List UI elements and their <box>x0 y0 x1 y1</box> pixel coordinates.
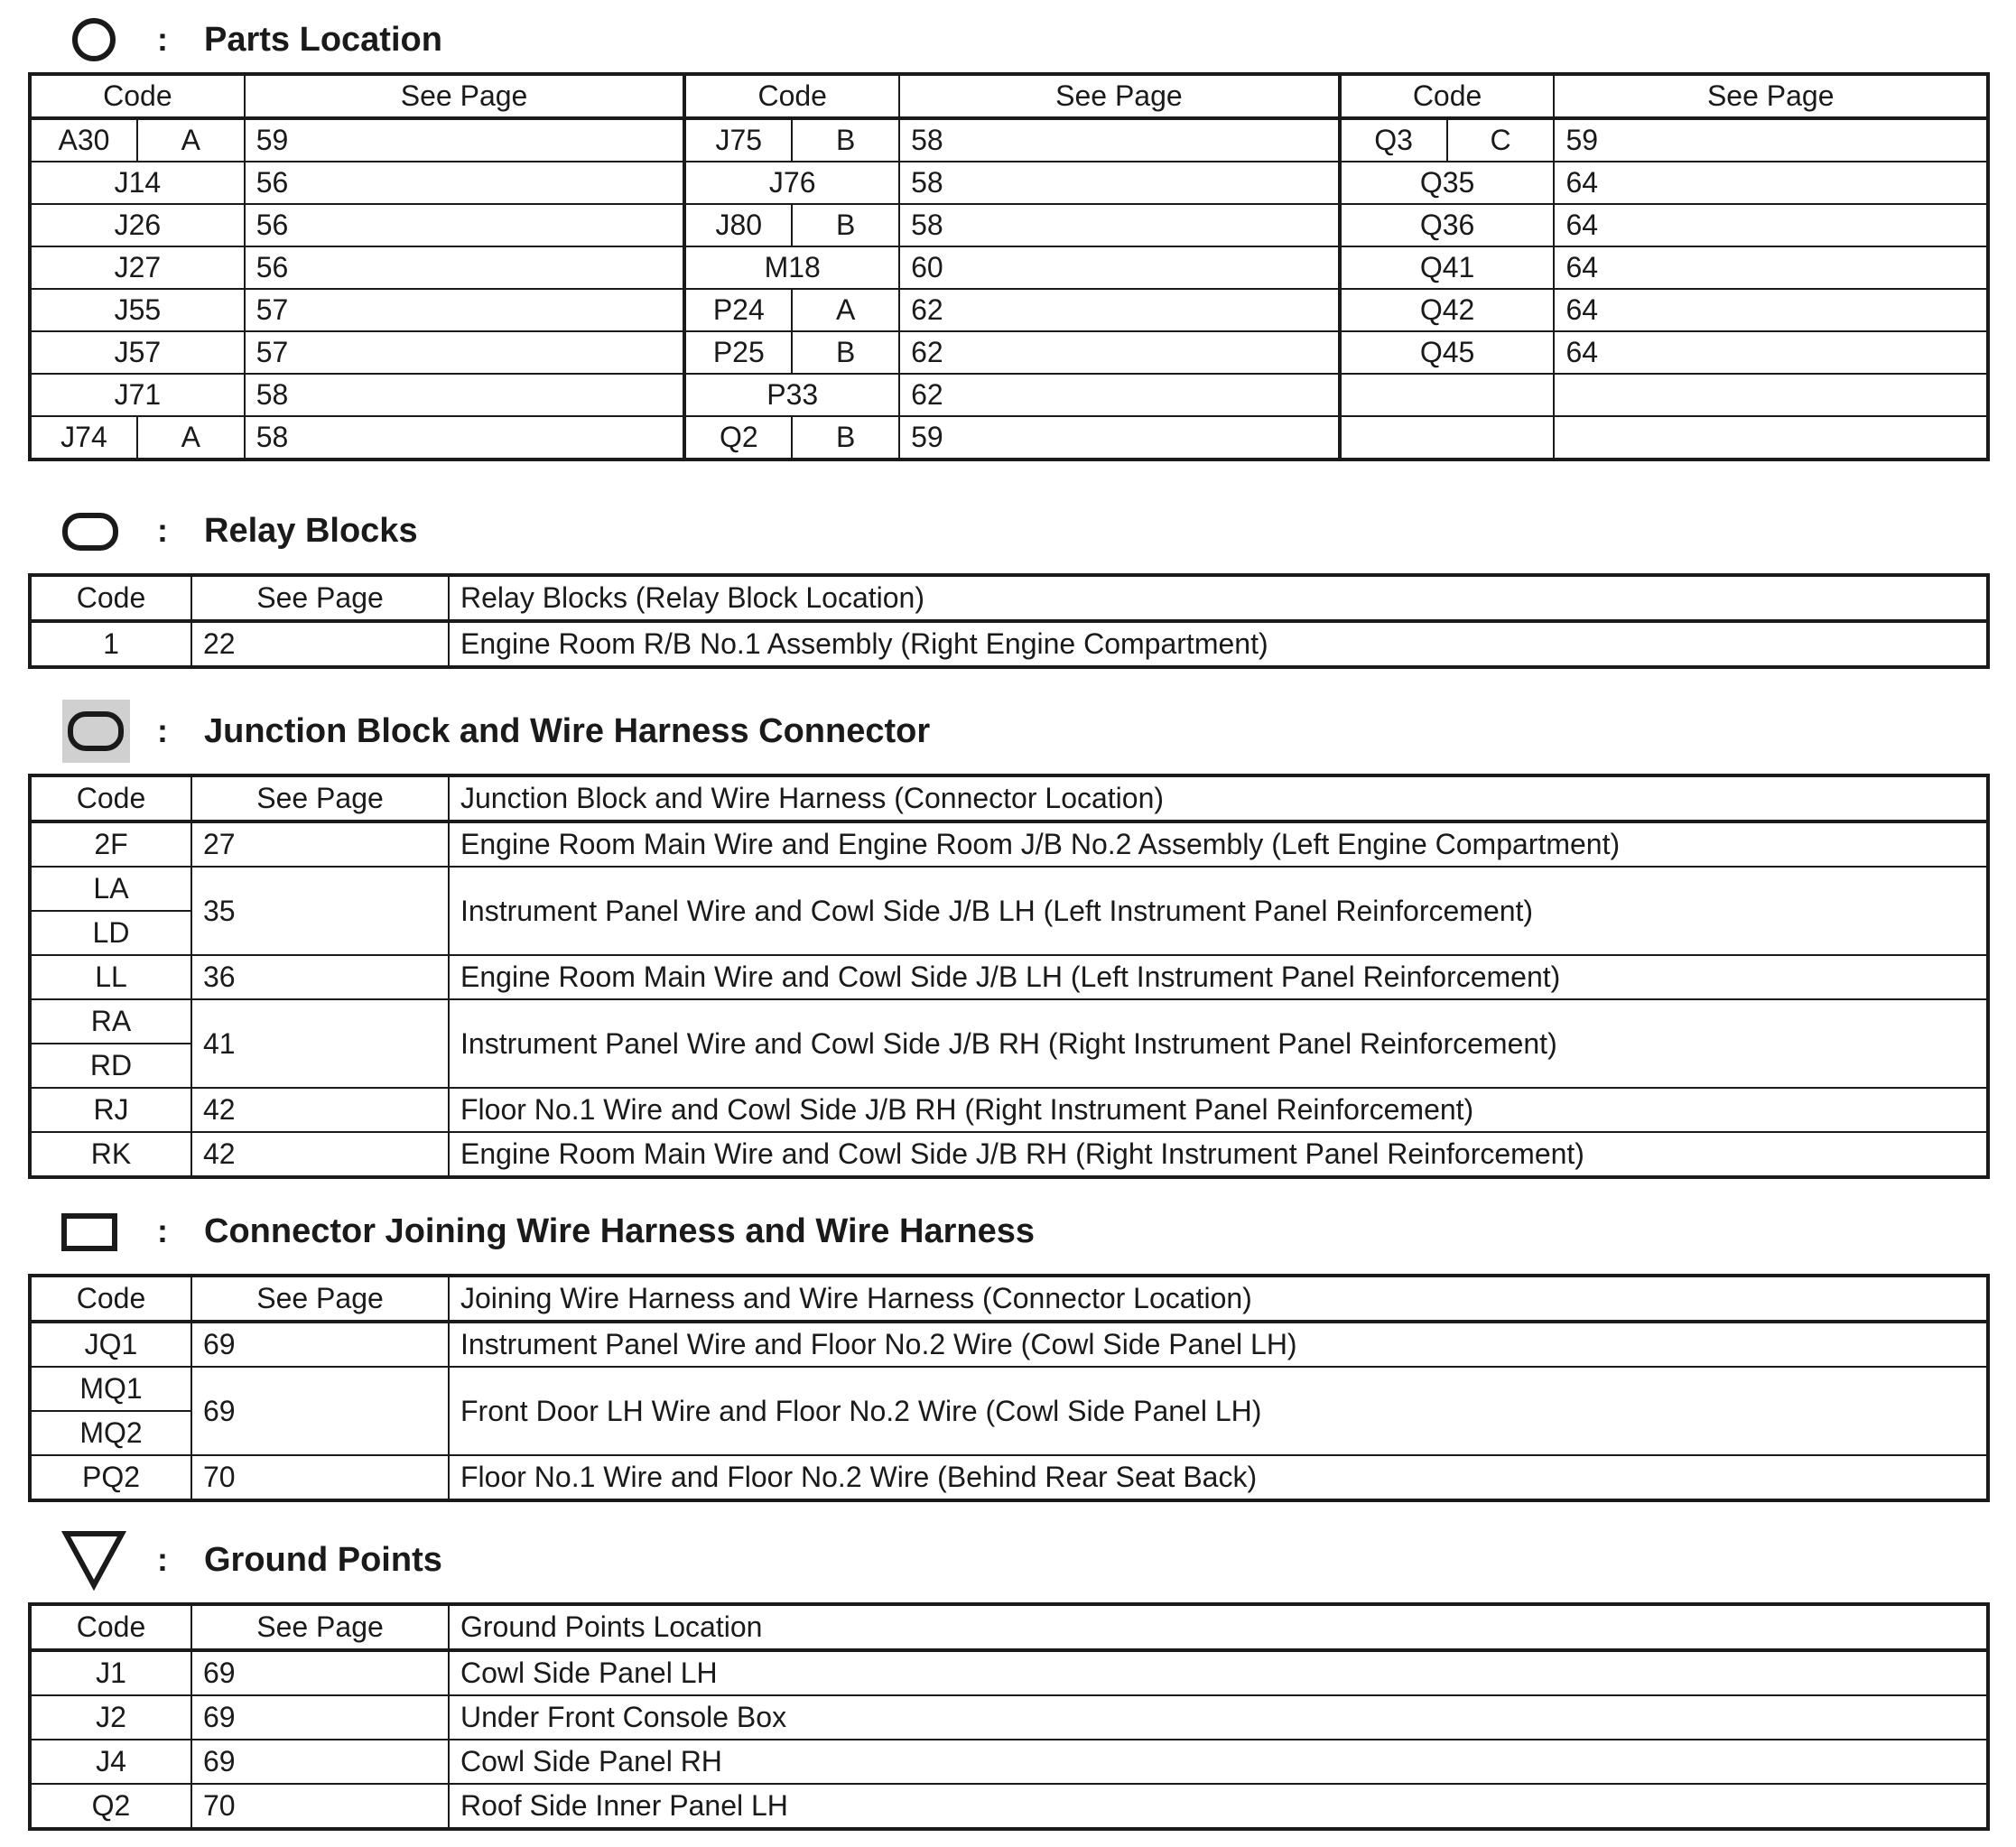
description-header: Ground Points Location <box>449 1604 1988 1650</box>
code-cell: LD <box>30 911 191 955</box>
section-colon: : <box>157 1212 168 1249</box>
part-see-page: 56 <box>245 204 685 246</box>
section-colon: : <box>157 1541 168 1578</box>
code-cell: LA <box>30 867 191 911</box>
part-code <box>1340 416 1555 459</box>
see-page-header: See Page <box>245 74 685 118</box>
ground-points-heading <box>58 1524 442 1596</box>
parts-location-table <box>28 72 1990 461</box>
see-page-header: See Page <box>191 1276 449 1322</box>
table-header-row <box>30 1276 1988 1322</box>
part-see-page: 56 <box>245 162 685 204</box>
part-code: J14 <box>30 162 245 204</box>
section-title: Connector Joining Wire Harness and Wire Harness <box>204 1211 1035 1250</box>
part-see-page <box>1554 416 1988 459</box>
description-cell: Engine Room Main Wire and Cowl Side J/B LH (Left Instrument Panel Reinforcement) <box>449 955 1988 999</box>
part-sub-code: B <box>792 331 899 374</box>
relay-blocks-heading <box>58 495 418 567</box>
part-sub-code: B <box>792 416 899 459</box>
see-page-cell: 36 <box>191 955 449 999</box>
junction-block-table <box>28 774 1990 1179</box>
code-cell: J1 <box>30 1650 191 1695</box>
part-code: Q36 <box>1340 204 1555 246</box>
part-code <box>1340 374 1555 416</box>
see-page-header: See Page <box>191 575 449 621</box>
ground-points-table <box>28 1602 1990 1831</box>
code-header: Code <box>684 74 899 118</box>
code-header: Code <box>30 1276 191 1322</box>
see-page-cell: 69 <box>191 1650 449 1695</box>
part-see-page: 57 <box>245 289 685 331</box>
table-header-row <box>30 775 1988 821</box>
table-row <box>30 621 1988 667</box>
part-see-page: 62 <box>899 289 1340 331</box>
description-cell: Under Front Console Box <box>449 1695 1988 1740</box>
part-see-page: 56 <box>245 246 685 289</box>
table-row <box>30 1740 1988 1784</box>
connector-table <box>28 1274 1990 1502</box>
code-cell: 1 <box>30 621 191 667</box>
see-page-cell: 42 <box>191 1088 449 1132</box>
description-cell: Floor No.1 Wire and Floor No.2 Wire (Behind Rear Seat Back) <box>449 1455 1988 1500</box>
part-see-page: 59 <box>899 416 1340 459</box>
code-cell: MQ1 <box>30 1367 191 1411</box>
part-see-page: 58 <box>899 118 1340 162</box>
see-page-cell: 70 <box>191 1784 449 1829</box>
part-code: Q2 <box>684 416 792 459</box>
code-cell: LL <box>30 955 191 999</box>
part-sub-code: B <box>792 204 899 246</box>
description-header: Relay Blocks (Relay Block Location) <box>449 575 1988 621</box>
table-row <box>30 955 1988 999</box>
code-cell: 2F <box>30 821 191 867</box>
part-code: A30 <box>30 118 137 162</box>
part-sub-code: A <box>137 416 245 459</box>
description-cell: Floor No.1 Wire and Cowl Side J/B RH (Right Instrument Panel Reinforcement) <box>449 1088 1988 1132</box>
see-page-cell: 69 <box>191 1695 449 1740</box>
section-title: Relay Blocks <box>204 511 418 550</box>
part-code: J27 <box>30 246 245 289</box>
table-row <box>30 246 1988 289</box>
code-cell: J4 <box>30 1740 191 1784</box>
part-code: J74 <box>30 416 137 459</box>
see-page-cell: 42 <box>191 1132 449 1177</box>
part-see-page: 59 <box>245 118 685 162</box>
part-see-page: 64 <box>1554 246 1988 289</box>
part-see-page: 58 <box>899 204 1340 246</box>
code-header: Code <box>30 575 191 621</box>
see-page-cell: 27 <box>191 821 449 867</box>
part-see-page: 62 <box>899 374 1340 416</box>
table-row <box>30 1695 1988 1740</box>
part-see-page: 64 <box>1554 289 1988 331</box>
part-see-page: 57 <box>245 331 685 374</box>
description-cell: Engine Room Main Wire and Cowl Side J/B RH (Right Instrument Panel Reinforcement) <box>449 1132 1988 1177</box>
part-sub-code: A <box>137 118 245 162</box>
code-cell: RA <box>30 999 191 1044</box>
part-code: M18 <box>684 246 899 289</box>
table-row <box>30 999 1988 1044</box>
table-row <box>30 1784 1988 1829</box>
see-page-header: See Page <box>191 1604 449 1650</box>
description-cell: Instrument Panel Wire and Floor No.2 Wire (Cowl Side Panel LH) <box>449 1322 1988 1367</box>
table-row <box>30 821 1988 867</box>
description-cell: Engine Room R/B No.1 Assembly (Right Engine Compartment) <box>449 621 1988 667</box>
description-header: Junction Block and Wire Harness (Connector Location) <box>449 775 1988 821</box>
code-cell: MQ2 <box>30 1411 191 1455</box>
part-code: J55 <box>30 289 245 331</box>
description-cell: Instrument Panel Wire and Cowl Side J/B RH (Right Instrument Panel Reinforcement) <box>449 999 1988 1088</box>
code-cell: Q2 <box>30 1784 191 1829</box>
part-code: Q45 <box>1340 331 1555 374</box>
junction-block-heading <box>58 695 930 767</box>
description-cell: Front Door LH Wire and Floor No.2 Wire (Cowl Side Panel LH) <box>449 1367 1988 1455</box>
description-cell: Instrument Panel Wire and Cowl Side J/B LH (Left Instrument Panel Reinforcement) <box>449 867 1988 955</box>
part-code: Q41 <box>1340 246 1555 289</box>
table-header-row <box>30 1604 1988 1650</box>
rectangle-icon <box>58 1195 130 1267</box>
part-code: J57 <box>30 331 245 374</box>
description-cell: Cowl Side Panel LH <box>449 1650 1988 1695</box>
down-triangle-icon <box>58 1524 130 1596</box>
see-page-cell: 35 <box>191 867 449 955</box>
code-cell: JQ1 <box>30 1322 191 1367</box>
table-row <box>30 1455 1988 1500</box>
table-header-row <box>30 74 1988 118</box>
part-code: P24 <box>684 289 792 331</box>
part-see-page: 64 <box>1554 331 1988 374</box>
shaded-rounded-rectangle-icon <box>58 695 130 767</box>
part-see-page: 58 <box>245 416 685 459</box>
description-cell: Engine Room Main Wire and Engine Room J/B No.2 Assembly (Left Engine Compartment) <box>449 821 1988 867</box>
part-code: J76 <box>684 162 899 204</box>
connector-heading <box>58 1195 1035 1267</box>
section-colon: : <box>157 712 168 749</box>
see-page-cell: 69 <box>191 1322 449 1367</box>
code-cell: RK <box>30 1132 191 1177</box>
code-header: Code <box>1340 74 1555 118</box>
code-cell: RJ <box>30 1088 191 1132</box>
circle-icon <box>58 4 130 76</box>
table-row <box>30 1132 1988 1177</box>
see-page-cell: 41 <box>191 999 449 1088</box>
table-row <box>30 204 1988 246</box>
part-see-page: 58 <box>245 374 685 416</box>
code-cell: PQ2 <box>30 1455 191 1500</box>
see-page-cell: 69 <box>191 1367 449 1455</box>
part-sub-code: C <box>1447 118 1555 162</box>
section-colon: : <box>157 21 168 58</box>
table-row <box>30 1088 1988 1132</box>
table-row <box>30 118 1988 162</box>
code-header: Code <box>30 775 191 821</box>
see-page-header: See Page <box>1554 74 1988 118</box>
part-see-page: 58 <box>899 162 1340 204</box>
description-cell: Roof Side Inner Panel LH <box>449 1784 1988 1829</box>
code-header: Code <box>30 1604 191 1650</box>
part-sub-code: B <box>792 118 899 162</box>
part-see-page: 60 <box>899 246 1340 289</box>
part-code: J71 <box>30 374 245 416</box>
part-code: P25 <box>684 331 792 374</box>
table-row <box>30 1367 1988 1411</box>
parts-location-heading <box>58 4 442 76</box>
table-header-row <box>30 575 1988 621</box>
section-title: Junction Block and Wire Harness Connector <box>204 711 931 750</box>
rounded-rectangle-icon <box>58 495 130 567</box>
part-code: J75 <box>684 118 792 162</box>
section-title: Ground Points <box>204 1540 442 1579</box>
part-see-page: 64 <box>1554 162 1988 204</box>
see-page-cell: 70 <box>191 1455 449 1500</box>
part-code: Q3 <box>1340 118 1447 162</box>
see-page-cell: 22 <box>191 621 449 667</box>
table-row <box>30 1650 1988 1695</box>
description-cell: Cowl Side Panel RH <box>449 1740 1988 1784</box>
table-row <box>30 162 1988 204</box>
part-code: Q42 <box>1340 289 1555 331</box>
table-row <box>30 289 1988 331</box>
table-row <box>30 1322 1988 1367</box>
code-cell: RD <box>30 1044 191 1088</box>
part-code: P33 <box>684 374 899 416</box>
part-see-page: 59 <box>1554 118 1988 162</box>
table-row <box>30 331 1988 374</box>
part-see-page: 64 <box>1554 204 1988 246</box>
part-code: J26 <box>30 204 245 246</box>
table-row <box>30 867 1988 911</box>
see-page-header: See Page <box>899 74 1340 118</box>
code-header: Code <box>30 74 245 118</box>
part-sub-code: A <box>792 289 899 331</box>
see-page-cell: 69 <box>191 1740 449 1784</box>
code-cell: J2 <box>30 1695 191 1740</box>
description-header: Joining Wire Harness and Wire Harness (Connector Location) <box>449 1276 1988 1322</box>
section-colon: : <box>157 512 168 549</box>
table-row <box>30 416 1988 459</box>
part-code: J80 <box>684 204 792 246</box>
see-page-header: See Page <box>191 775 449 821</box>
part-see-page: 62 <box>899 331 1340 374</box>
table-row <box>30 374 1988 416</box>
part-code: Q35 <box>1340 162 1555 204</box>
relay-blocks-table <box>28 573 1990 669</box>
part-see-page <box>1554 374 1988 416</box>
section-title: Parts Location <box>204 20 442 59</box>
